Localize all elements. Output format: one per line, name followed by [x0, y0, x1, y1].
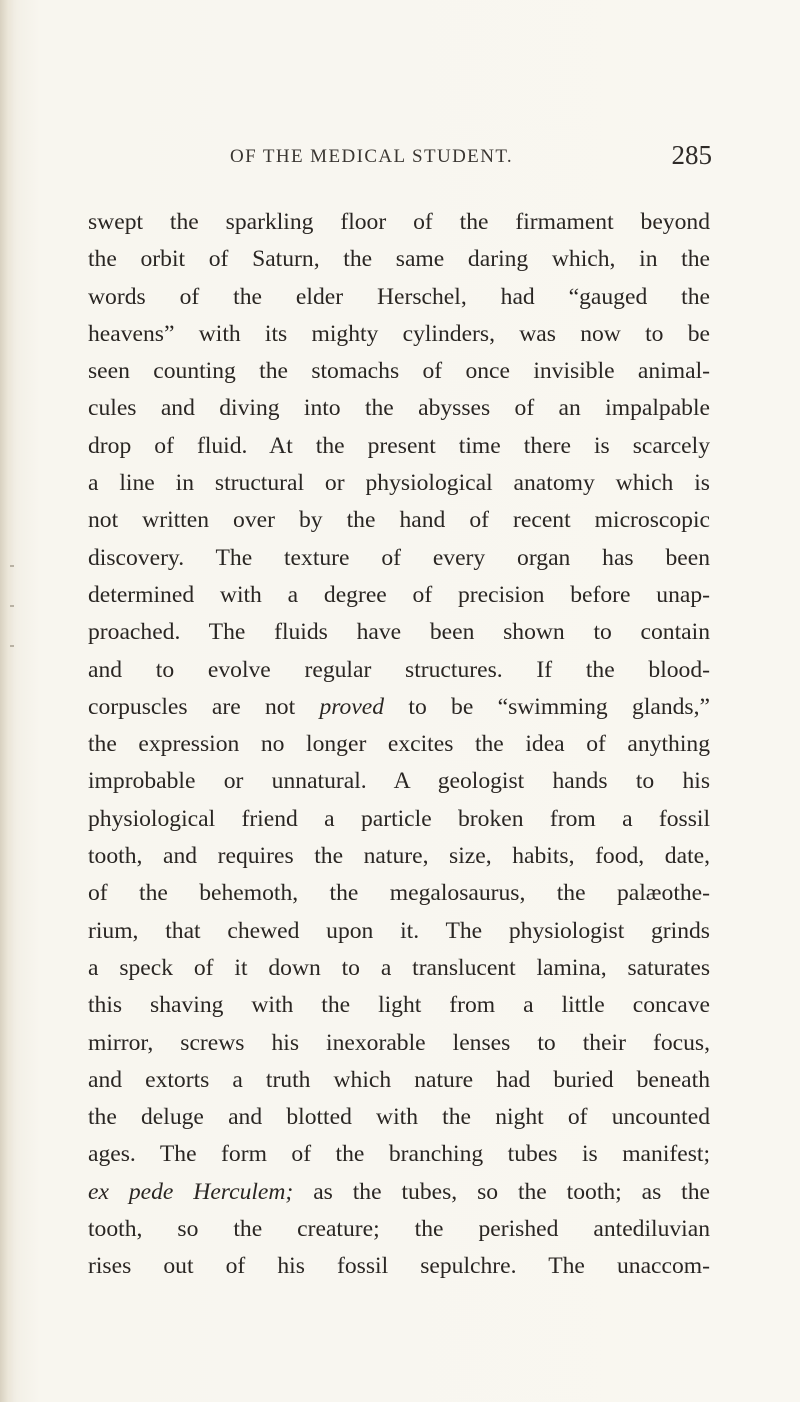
text-line — [88, 913, 710, 950]
text-segment: and to evolve regular structures. If the blood- — [88, 656, 710, 683]
text-segment: tooth, and requires the nature, size, habits, food, date, — [88, 843, 710, 870]
text-line — [88, 763, 710, 800]
text-segment: discovery. The texture of every organ has been — [88, 544, 710, 571]
text-line — [88, 838, 710, 875]
text-line — [88, 1174, 710, 1211]
text-line — [88, 950, 710, 987]
text-line — [88, 204, 710, 241]
text-line — [88, 1062, 710, 1099]
text-segment: determined with a degree of precision before unap- — [88, 581, 710, 608]
text-line — [88, 1025, 710, 1062]
text-line — [88, 1248, 710, 1285]
text-line — [88, 540, 710, 577]
edge-mark — [10, 605, 14, 607]
text-line — [88, 577, 710, 614]
text-line — [88, 1211, 710, 1248]
text-line — [88, 875, 710, 912]
text-line — [88, 279, 710, 316]
text-segment: a line in structural or physiological anatomy which is — [88, 470, 710, 497]
text-segment: and extorts a truth which nature had buried beneath — [88, 1066, 710, 1093]
text-line — [88, 652, 710, 689]
text-segment: improbable or unnatural. A geologist hands to his — [88, 768, 710, 795]
text-segment: mirror, screws his inexorable lenses to their focus, — [88, 1029, 710, 1056]
text-line — [88, 987, 710, 1024]
text-line — [88, 465, 710, 502]
edge-mark — [10, 565, 14, 567]
text-segment: as the tubes, so the tooth; as the — [293, 1178, 710, 1205]
text-line — [88, 502, 710, 539]
italic-text: ex pede Herculem; — [88, 1178, 294, 1205]
text-segment: to be “swimming glands,” — [384, 693, 710, 720]
text-segment: seen counting the stomachs of once invisible animal- — [88, 358, 710, 385]
text-segment: a speck of it down to a translucent lamina, saturates — [88, 954, 710, 981]
running-title: OF THE MEDICAL STUDENT. — [230, 146, 514, 167]
text-line — [88, 689, 710, 726]
text-segment: the expression no longer excites the idea of anything — [88, 731, 710, 758]
text-segment: corpuscles are not — [88, 693, 320, 720]
text-segment: rises out of his fossil sepulchre. The unaccom- — [88, 1253, 710, 1280]
text-line — [88, 428, 710, 465]
text-line — [88, 1136, 710, 1173]
text-segment: rium, that chewed upon it. The physiologist grinds — [88, 917, 710, 944]
text-line — [88, 726, 710, 763]
text-segment: cules and diving into the abysses of an impalpable — [88, 395, 710, 422]
text-line — [88, 241, 710, 278]
page-number: 285 — [671, 140, 712, 170]
italic-text: proved — [319, 693, 385, 720]
text-line — [88, 614, 710, 651]
text-line — [88, 353, 710, 390]
body-text — [88, 204, 710, 1286]
text-segment: swept the sparkling floor of the firmament beyond — [88, 209, 710, 235]
text-segment: physiological friend a particle broken from a fossil — [88, 805, 710, 832]
text-segment: tooth, so the creature; the perished antediluvian — [88, 1216, 710, 1243]
text-segment: ages. The form of the branching tubes is manifest; — [88, 1141, 710, 1168]
text-segment: this shaving with the light from a little concave — [88, 992, 710, 1019]
text-line — [88, 316, 710, 353]
text-line — [88, 1099, 710, 1136]
page-gutter — [0, 0, 14, 1402]
text-line — [88, 390, 710, 427]
text-segment: of the behemoth, the megalosaurus, the palæothe- — [88, 880, 710, 907]
edge-mark — [10, 645, 14, 647]
text-segment: drop of fluid. At the present time there is scarcely — [88, 432, 710, 459]
text-segment: the orbit of Saturn, the same daring which, in the — [88, 246, 710, 273]
text-segment: proached. The fluids have been shown to contain — [88, 619, 710, 646]
text-segment: the deluge and blotted with the night of uncounted — [88, 1104, 710, 1131]
text-line — [88, 801, 710, 838]
running-head — [0, 136, 800, 176]
text-segment: words of the elder Herschel, had “gauged the — [88, 283, 710, 310]
text-segment: heavens” with its mighty cylinders, was now to be — [88, 320, 710, 347]
text-segment: not written over by the hand of recent microscopic — [88, 507, 710, 534]
